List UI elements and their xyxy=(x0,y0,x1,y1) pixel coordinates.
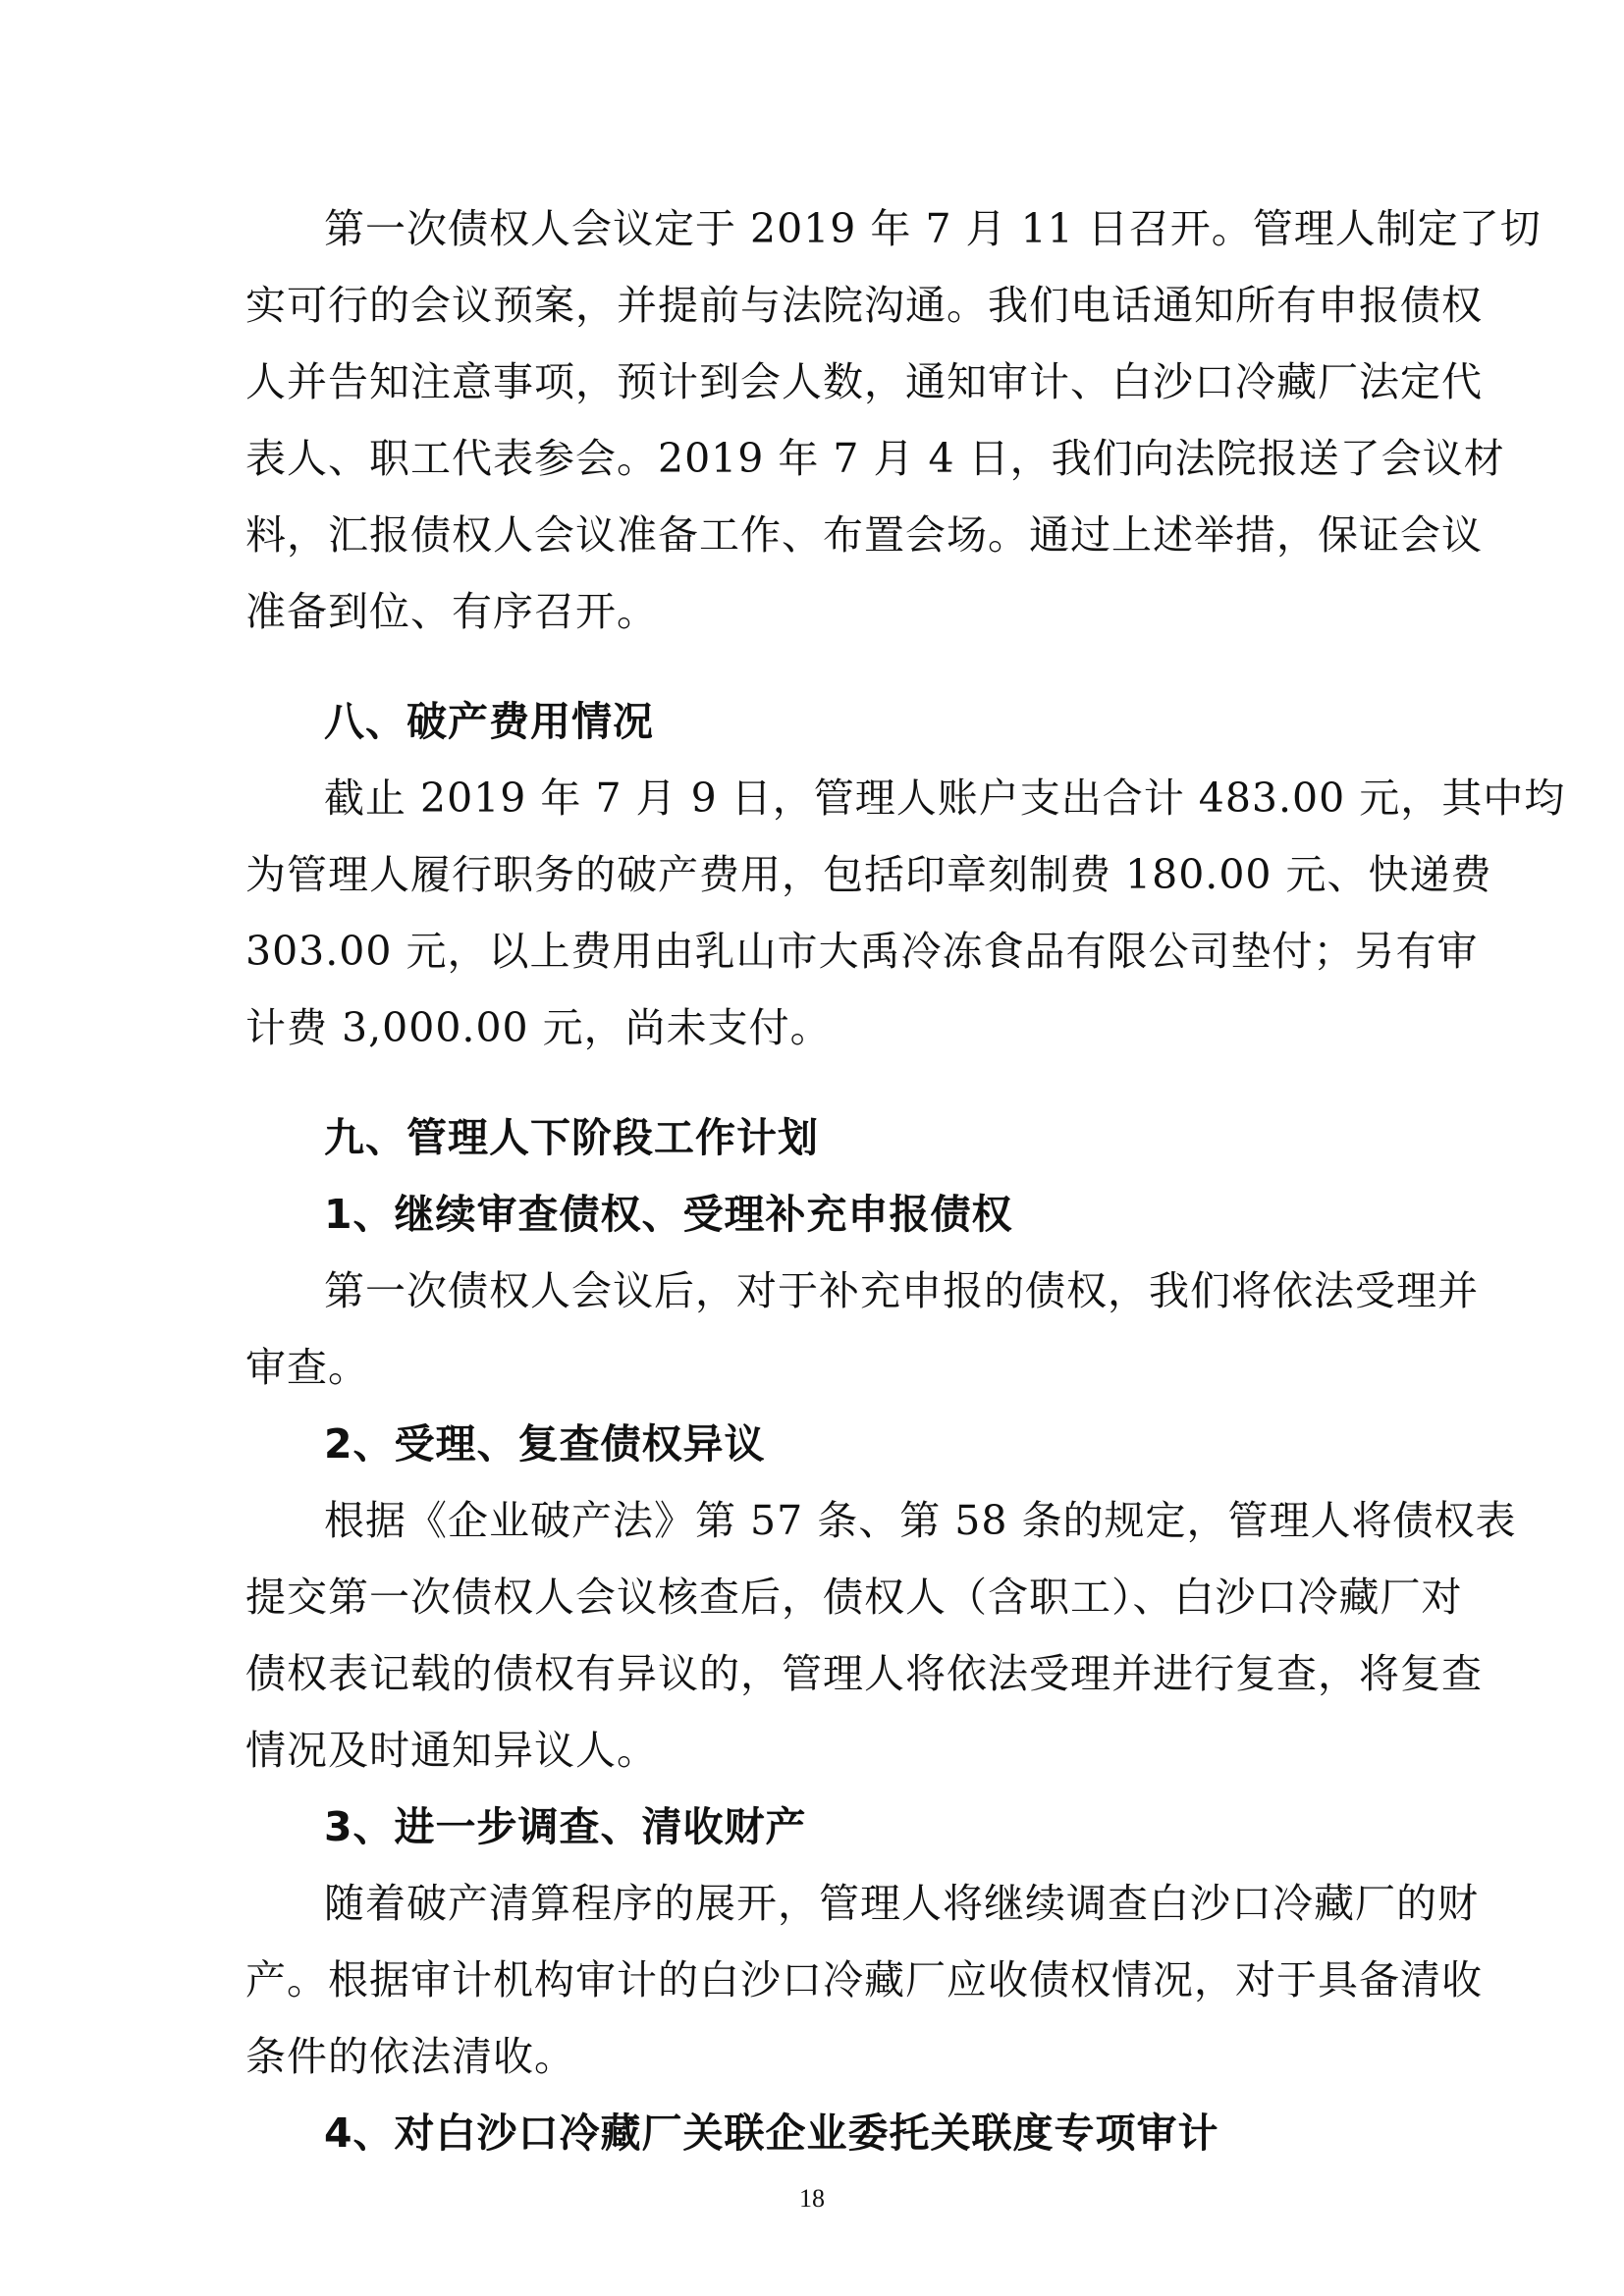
paragraph-line: 产。根据审计机构审计的白沙口冷藏厂应收债权情况，对于具备清收 xyxy=(245,1956,1483,2003)
paragraph-line: 根据《企业破产法》第 57 条、第 58 条的规定，管理人将债权表 xyxy=(324,1497,1517,1544)
paragraph-line: 情况及时通知异议人。 xyxy=(245,1727,658,1774)
paragraph-line: 截止 2019 年 7 月 9 日，管理人账户支出合计 483.00 元，其中均 xyxy=(324,774,1566,822)
paragraph-line: 债权表记载的债权有异议的，管理人将依法受理并进行复查，将复查 xyxy=(245,1650,1483,1697)
paragraph-line: 计费 3,000.00 元，尚未支付。 xyxy=(245,1004,832,1051)
paragraph-line: 实可行的会议预案，并提前与法院沟通。我们电话通知所有申报债权 xyxy=(245,282,1483,329)
paragraph-line: 人并告知注意事项，预计到会人数，通知审计、白沙口冷藏厂法定代 xyxy=(245,358,1483,405)
section-heading-plan: 九、管理人下阶段工作计划 xyxy=(324,1114,819,1161)
subheading-item-2: 2、受理、复查债权异议 xyxy=(324,1420,766,1468)
paragraph-line: 提交第一次债权人会议核查后，债权人（含职工）、白沙口冷藏厂对 xyxy=(245,1574,1463,1621)
paragraph-line: 随着破产清算程序的展开，管理人将继续调查白沙口冷藏厂的财 xyxy=(324,1880,1479,1927)
paragraph-line: 为管理人履行职务的破产费用，包括印章刻制费 180.00 元、快递费 xyxy=(245,851,1492,898)
section-heading-costs: 八、破产费用情况 xyxy=(324,698,654,745)
subheading-item-1: 1、继续审查债权、受理补充申报债权 xyxy=(324,1191,1013,1238)
paragraph-line: 303.00 元，以上费用由乳山市大禹冷冻食品有限公司垫付；另有审 xyxy=(245,928,1479,975)
paragraph-line: 条件的依法清收。 xyxy=(245,2033,575,2080)
page-number: 18 xyxy=(799,2184,825,2213)
subheading-item-3: 3、进一步调查、清收财产 xyxy=(324,1803,807,1850)
paragraph-line: 第一次债权人会议定于 2019 年 7 月 11 日召开。管理人制定了切 xyxy=(324,205,1542,252)
paragraph-line: 表人、职工代表参会。2019 年 7 月 4 日，我们向法院报送了会议材 xyxy=(245,435,1505,482)
paragraph-line: 料，汇报债权人会议准备工作、布置会场。通过上述举措，保证会议 xyxy=(245,511,1483,559)
subheading-item-4: 4、对白沙口冷藏厂关联企业委托关联度专项审计 xyxy=(324,2109,1219,2157)
paragraph-line: 第一次债权人会议后，对于补充申报的债权，我们将依法受理并 xyxy=(324,1267,1479,1314)
paragraph-line: 准备到位、有序召开。 xyxy=(245,588,658,635)
paragraph-line: 审查。 xyxy=(245,1344,369,1391)
